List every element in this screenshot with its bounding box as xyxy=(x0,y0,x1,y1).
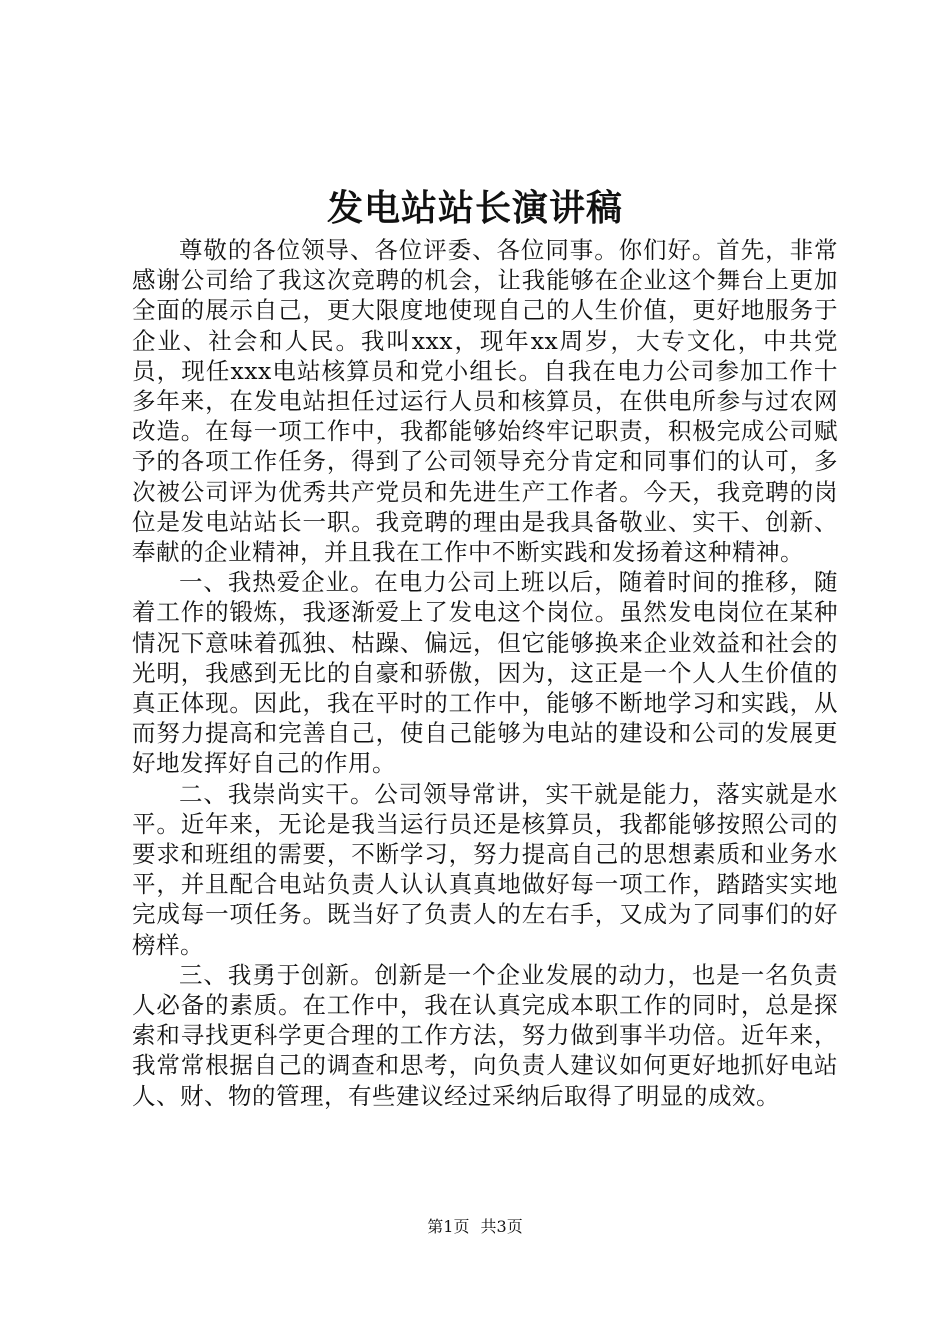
paragraph-innovation: 三、我勇于创新。创新是一个企业发展的动力，也是一名负责人必备的素质。在工作中，我在认真完成本职工作的同时，总是探索和寻找更科学更合理的工作方法，努力做到事半功倍。近年来，我常常根据自己的调查和思考，向负责人建议如何更好地抓好电站人、财、物的管理，有些建议经过采纳后取得了明显的成效。 xyxy=(132,960,838,1110)
document-body xyxy=(132,235,838,1111)
paragraph-practical-work: 二、我崇尚实干。公司领导常讲，实干就是能力，落实就是水平。近年来，无论是我当运行员还是核算员，我都能够按照公司的要求和班组的需要，不断学习，努力提高自己的思想素质和业务水平，并且配合电站负责人认认真真地做好每一项工作，踏踏实实地完成每一项任务。既当好了负责人的左右手，又成为了同事们的好榜样。 xyxy=(132,779,838,959)
paragraph-intro: 尊敬的各位领导、各位评委、各位同事。你们好。首先，非常感谢公司给了我这次竞聘的机会，让我能够在企业这个舞台上更加全面的展示自己，更大限度地使现自己的人生价值，更好地服务于企业、社会和人民。我叫xxx，现年xx周岁，大专文化，中共党员，现任xxx电站核算员和党小组长。自我在电力公司参加工作十多年来，在发电站担任过运行人员和核算员，在供电所参与过农网改造。在每一项工作中，我都能够始终牢记职责，积极完成公司赋予的各项工作任务，得到了公司领导充分肯定和同事们的认可，多次被公司评为优秀共产党员和先进生产工作者。今天，我竞聘的岗位是发电站站长一职。我竞聘的理由是我具备敬业、实干、创新、奉献的企业精神，并且我在工作中不断实践和发扬着这种精神。 xyxy=(132,236,838,567)
page-number: 第1页 xyxy=(427,1217,470,1236)
paragraph-love-enterprise: 一、我热爱企业。在电力公司上班以后，随着时间的推移，随着工作的锻炼，我逐渐爱上了发电这个岗位。虽然发电岗位在某种情况下意味着孤独、枯躁、偏远，但它能够换来企业效益和社会的光明，我感到无比的自豪和骄傲，因为，这正是一个人人生价值的真正体现。因此，我在平时的工作中，能够不断地学习和实践，从而努力提高和完善自己，使自己能够为电站的建设和公司的发展更好地发挥好自己的作用。 xyxy=(132,568,838,778)
document-title: 发电站站长演讲稿 xyxy=(326,187,623,229)
page-total: 共3页 xyxy=(480,1217,523,1236)
page-footer xyxy=(0,1216,950,1238)
